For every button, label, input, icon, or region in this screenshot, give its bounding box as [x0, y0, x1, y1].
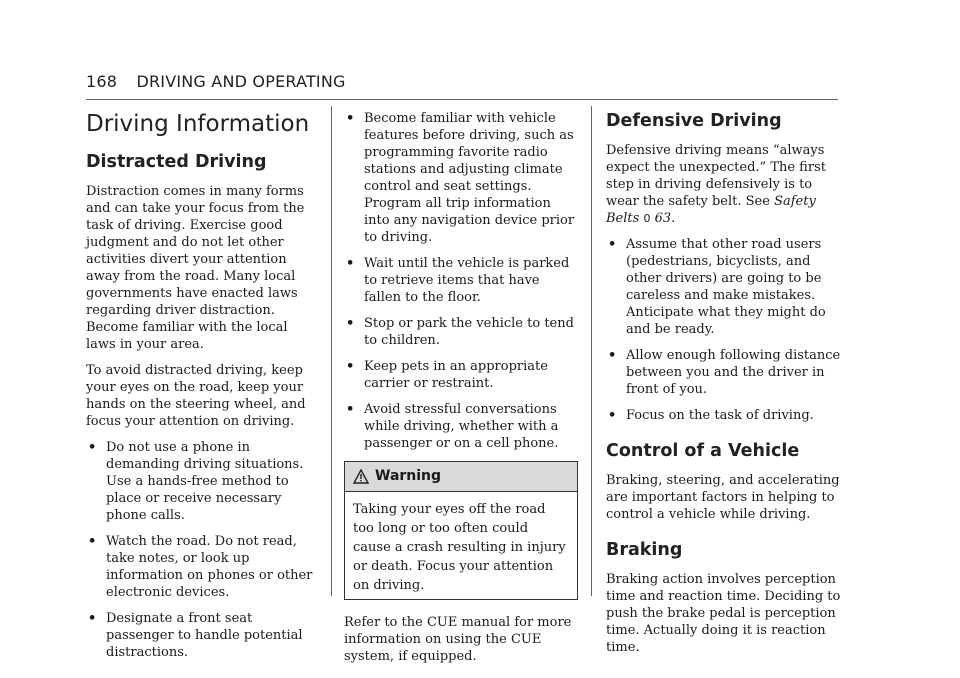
list-item: • Keep pets in an appropriate carrier or restraint.	[346, 359, 548, 391]
column-divider	[591, 106, 592, 596]
page-ref-arrow-icon: 0	[643, 212, 651, 225]
bullet-icon: •	[346, 111, 355, 126]
column-2	[344, 110, 578, 674]
heading-defensive-driving: Defensive Driving	[606, 111, 782, 131]
paragraph: Braking action involves perception time and reaction time. Deciding to push the brake pedal is perception time. Actually doing it is reaction time.	[606, 572, 841, 655]
bullet-icon: •	[346, 256, 355, 271]
list-item: • Watch the road. Do not read, take notes, or look up information on phones or other electronic devices.	[88, 534, 313, 600]
warning-triangle-icon	[353, 469, 369, 484]
section-title: DRIVING AND OPERATING	[136, 72, 346, 91]
paragraph: Refer to the CUE manual for more information on using the CUE system, if equipped.	[344, 615, 572, 664]
bullet-icon: •	[88, 534, 97, 549]
heading-control-of-vehicle: Control of a Vehicle	[606, 441, 800, 461]
paragraph: Distraction comes in many forms and can take your focus from the task of driving. Exercise good judgment and do not let other activities divert your attention away from the road. Many local governments have enacted laws regarding driver distraction. Become familiar with the local laws in your area.	[86, 184, 305, 352]
header-rule	[86, 99, 838, 100]
page-title: Driving Information	[86, 111, 310, 137]
bullet-icon: •	[346, 359, 355, 374]
page-number: 168	[86, 72, 118, 91]
list-item: • Focus on the task of driving.	[608, 408, 814, 423]
page-header	[86, 72, 346, 91]
bullet-list	[344, 110, 578, 452]
column-1	[86, 106, 318, 670]
list-item: • Stop or park the vehicle to tend to children.	[346, 316, 574, 348]
list-item: • Wait until the vehicle is parked to retrieve items that have fallen to the floor.	[346, 256, 570, 305]
paragraph: To avoid distracted driving, keep your eyes on the road, keep your hands on the steering wheel, and focus your attention on driving.	[86, 363, 306, 429]
list-item: • Avoid stressful conversations while driving, whether with a passenger or on a cell phone.	[346, 402, 559, 451]
heading-braking: Braking	[606, 540, 683, 560]
bullet-icon: •	[608, 348, 617, 363]
column-divider	[331, 106, 332, 596]
bullet-icon: •	[346, 402, 355, 417]
bullet-icon: •	[346, 316, 355, 331]
list-item: • Designate a front seat passenger to handle potential distractions.	[88, 611, 303, 660]
cross-reference-link[interactable]: Safety Belts	[606, 194, 816, 226]
list-item: • Assume that other road users (pedestrians, bicyclists, and other drivers) are going to be careless and make mistakes. Anticipate what they might do and be ready.	[608, 237, 826, 337]
warning-box	[344, 461, 578, 600]
list-item: • Do not use a phone in demanding driving situations. Use a hands-free method to place or receive necessary phone calls.	[88, 440, 304, 523]
bullet-icon: •	[608, 237, 617, 252]
bullet-list	[86, 439, 318, 661]
list-item: • Become familiar with vehicle features before driving, such as programming favorite radio stations and adjusting climate control and seat settings. Program all trip information into any navigation device prior to driving.	[346, 111, 575, 245]
list-item: • Allow enough following distance between you and the driver in front of you.	[608, 348, 841, 397]
bullet-icon: •	[88, 611, 97, 626]
bullet-icon: •	[608, 408, 617, 423]
bullet-icon: •	[88, 440, 97, 455]
heading-distracted-driving: Distracted Driving	[86, 152, 267, 172]
bullet-list	[606, 236, 842, 424]
warning-header	[345, 462, 577, 492]
warning-title: Warning	[375, 468, 442, 484]
column-3	[606, 110, 842, 665]
warning-body: Taking your eyes off the road too long or too often could cause a crash resulting in injury or death. Focus your attention on driving.	[353, 502, 566, 593]
paragraph: Defensive driving means “always expect the unexpected.” The first step in driving defensively is to wear the safety belt. See Safety Belts 0 63.	[606, 143, 826, 226]
paragraph: Braking, steering, and accelerating are important factors in helping to control a vehicle while driving.	[606, 473, 840, 522]
cross-reference-page[interactable]: 63	[654, 211, 672, 226]
